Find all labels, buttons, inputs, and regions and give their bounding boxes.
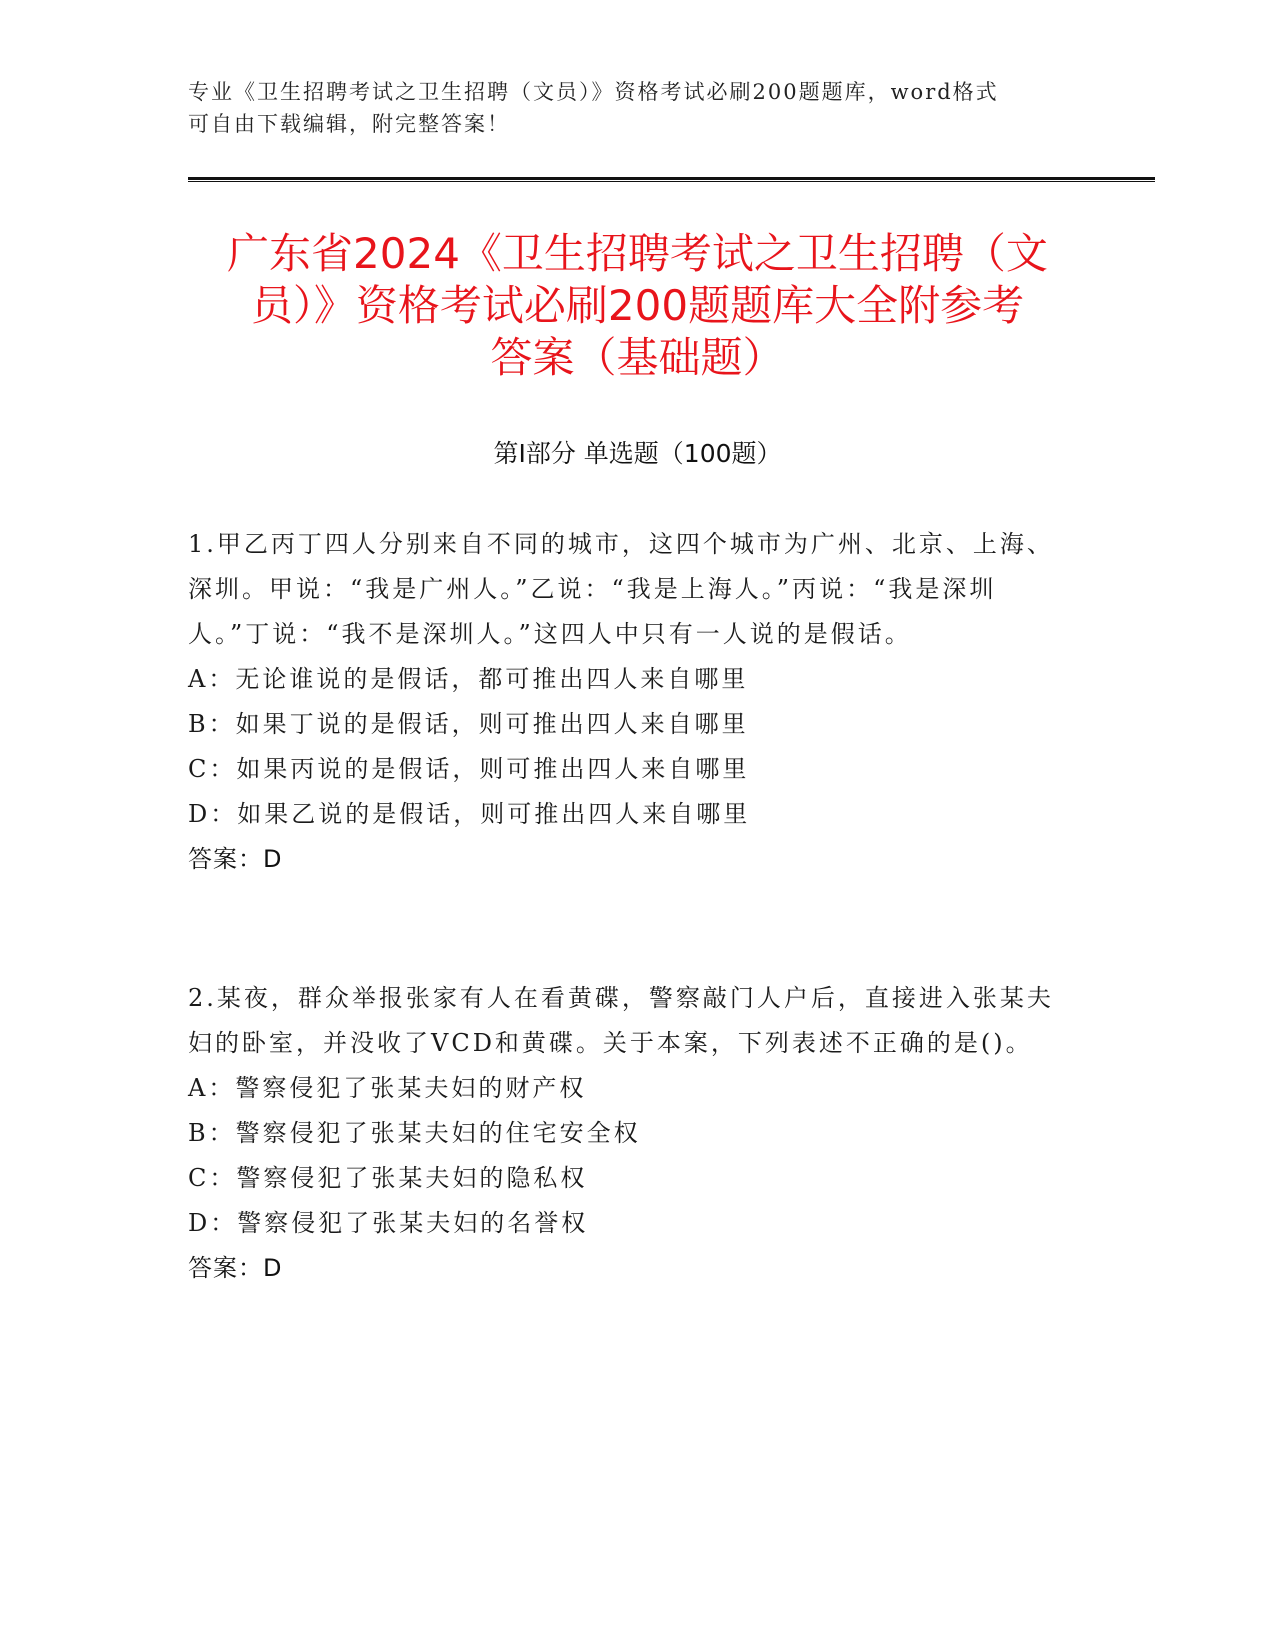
question-option-b: B：如果丁说的是假话，则可推出四人来自哪里	[188, 710, 749, 738]
question-option-a: A：无论谁说的是假话，都可推出四人来自哪里	[188, 665, 749, 693]
question-answer: 答案：D	[188, 845, 283, 873]
header-divider	[188, 177, 1155, 182]
document-title	[160, 228, 1115, 384]
header-note-line2: 可自由下载编辑，附完整答案！	[188, 112, 510, 136]
document-title-line2: 员）》资格考试必刷200题题库大全附参考	[250, 281, 1025, 330]
question-option-c: C：如果丙说的是假话，则可推出四人来自哪里	[188, 755, 750, 783]
question-answer: 答案：D	[188, 1254, 283, 1282]
section-heading: 第Ⅰ部分 单选题（100题）	[493, 439, 782, 468]
header-note-line1: 专业《卫生招聘考试之卫生招聘（文员）》资格考试必刷200题题库，word格式	[188, 80, 999, 104]
question-2	[188, 976, 1068, 1291]
question-1	[188, 522, 1068, 882]
question-option-b: B：警察侵犯了张某夫妇的住宅安全权	[188, 1119, 641, 1147]
question-stem: 1.甲乙丙丁四人分别来自不同的城市，这四个城市为广州、北京、上海、深圳。甲说：“我是广州人。”乙说：“我是上海人。”丙说：“我是深圳人。”丁说：“我不是深圳人。”这四人中只有一人说的是假话。	[188, 530, 1054, 648]
document-title-line3: 答案（基础题）	[490, 333, 785, 382]
question-option-d: D：警察侵犯了张某夫妇的名誉权	[188, 1209, 589, 1237]
question-stem: 2.某夜，群众举报张家有人在看黄碟，警察敲门人户后，直接进入张某夫妇的卧室，并没收了VCD和黄碟。关于本案，下列表述不正确的是()。	[188, 984, 1054, 1057]
question-option-d: D：如果乙说的是假话，则可推出四人来自哪里	[188, 800, 751, 828]
header-note	[188, 76, 1068, 140]
question-option-c: C：警察侵犯了张某夫妇的隐私权	[188, 1164, 588, 1192]
question-option-a: A：警察侵犯了张某夫妇的财产权	[188, 1074, 587, 1102]
document-title-line1: 广东省2024《卫生招聘考试之卫生招聘（文	[227, 229, 1048, 278]
